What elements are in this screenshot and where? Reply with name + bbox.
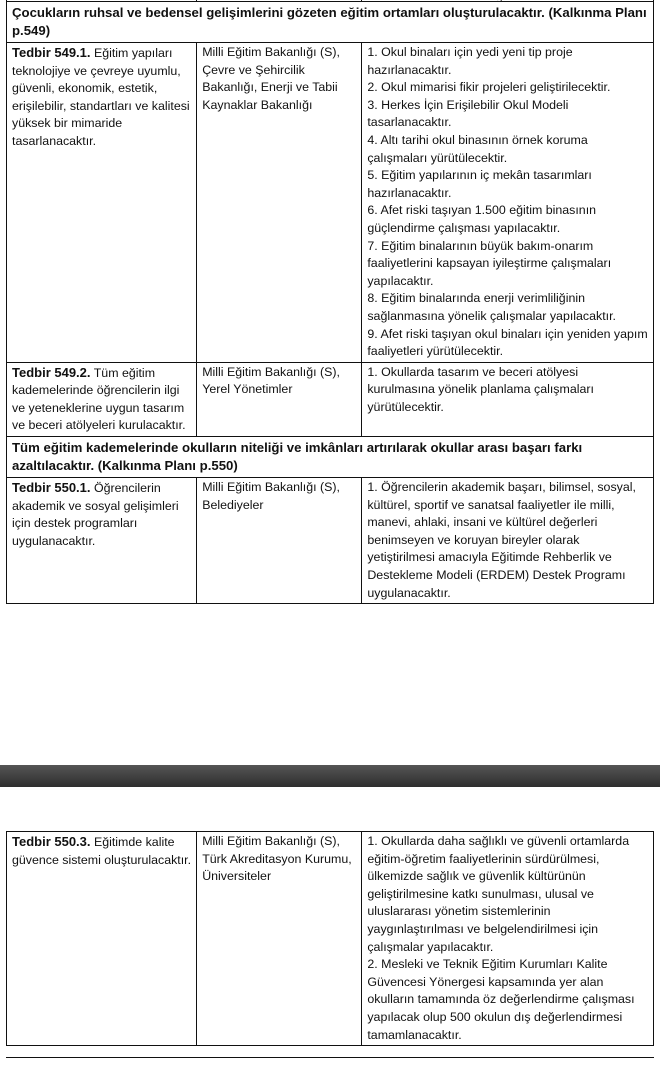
tedbir-cell: [7, 832, 197, 1046]
kurumlar-cell: Milli Eğitim Bakanlığı (S), Yerel Yönetimler: [197, 362, 362, 436]
page-separator-bar: [0, 765, 660, 787]
page-gap: [0, 735, 660, 765]
tedbir-text: Tüm eğitim kademelerinde öğrencilerin ilgi ve yeteneklerine uygun tasarım ve beceri atölyeleri kurulacaktır.: [12, 365, 186, 433]
table-row: [7, 478, 654, 604]
eylem-item: 2. Mesleki ve Teknik Eğitim Kurumları Kalite Güvencesi Yönergesi kapsamında yer alan okulların tamamında öz değerlendirme çalışması yapılacak olup 500 okulun dış değerlendirmesi tamamlanacaktır.: [367, 957, 635, 1042]
eylemler-cell: [362, 478, 654, 604]
tedbir-text: Eğitimde kalite güvence sistemi oluşturulacaktır.: [12, 835, 192, 867]
eylem-item: 7. Eğitim binalarının büyük bakım-onarım faaliyetlerini kapsayan iyileştirme çalışmaları yapılacaktır.: [367, 238, 612, 288]
tedbir-cell: [7, 478, 197, 604]
tedbir-cell: [7, 362, 197, 436]
kurumlar-cell: Milli Eğitim Bakanlığı (S), Belediyeler: [197, 478, 362, 604]
section-heading: Tüm eğitim kademelerinde okulların niteliği ve imkânları artırılarak okullar arası başarı farkı azaltılacaktır. (Kalkınma Planı p.550): [7, 437, 654, 478]
kurumlar-cell: Milli Eğitim Bakanlığı (S), Çevre ve Şehircilik Bakanlığı, Enerji ve Tabii Kaynaklar Bakanlığı: [197, 43, 362, 363]
eylem-item: 1. Okul binaları için yedi yeni tip proje hazırlanacaktır.: [367, 45, 573, 77]
section-heading-row: [7, 2, 654, 43]
tedbir-id: Tedbir 550.3.: [12, 834, 91, 849]
table-row: [7, 362, 654, 436]
tedbir-id: Tedbir 549.2.: [12, 364, 91, 380]
cut-off-next-row: [6, 1057, 654, 1068]
section-heading-row: [7, 437, 654, 478]
tedbir-id: Tedbir 549.1.: [12, 45, 91, 60]
table-row: [7, 832, 654, 1046]
eylemler-cell: [362, 832, 654, 1046]
kurumlar-cell: Milli Eğitim Bakanlığı (S), Türk Akreditasyon Kurumu, Üniversiteler: [197, 832, 362, 1046]
eylem-item: 8. Eğitim binalarında enerji verimliliğinin sağlanmasına yönelik çalışmalar yapılacaktır.: [367, 291, 616, 323]
eylem-item: 1. Okullarda tasarım ve beceri atölyesi kurulmasına yönelik planlama çalışmaları yürütülecektir.: [367, 364, 594, 414]
action-plan-table-1: [6, 0, 654, 604]
tedbir-text: Öğrencilerin akademik ve sosyal gelişimleri için destek programları uygulanacaktır.: [12, 481, 179, 548]
eylem-item: 2. Okul mimarisi fikir projeleri geliştirilecektir.: [367, 80, 611, 95]
eylem-item: 1. Okullarda daha sağlıklı ve güvenli ortamlarda eğitim-öğretim faaliyetlerinin sürdürülmesi, ülkemizde sağlık ve güvenlik kültürünün geliştirilmesine katkı sunulması, ulusal ve uluslararası yönetim sistemlerinin yaygınlaştırılması ve belgelendirilmesi için çalışmalar yapılacaktır.: [367, 834, 630, 954]
tedbir-id: Tedbir 550.1.: [12, 480, 91, 496]
eylem-item: 9. Afet riski taşıyan okul binaları için yeniden yapım faaliyetleri yürütülecektir.: [367, 326, 648, 359]
eylem-item: 5. Eğitim yapılarının iç mekân tasarımları hazırlanacaktır.: [367, 168, 592, 200]
tedbir-text: Eğitim yapıları teknolojiye ve çevreye uyumlu, güvenli, ekonomik, estetik, erişilebilir, standartları ve kalitesi yüksek bir mimaride tasarlanacaktır.: [12, 46, 190, 148]
eylem-item: 6. Afet riski taşıyan 1.500 eğitim binasının güçlendirme çalışması yapılacaktır.: [367, 203, 597, 235]
eylem-item: 3. Herkes İçin Erişilebilir Okul Modeli tasarlanacaktır.: [367, 97, 569, 130]
eylem-item: 1. Öğrencilerin akademik başarı, bilimsel, sosyal, kültürel, sportif ve sanatsal faaliyetler ile milli, manevi, ahlaki, insani ve kültürel değerleri benimseyen ve koruyan bireyler olarak yetiştirilmesi amacıyla Eğitimde Rehberlik ve Destekleme Modeli (ERDEM) Destek Programı uygulanacaktır.: [367, 480, 636, 600]
table-row: [7, 43, 654, 363]
tedbir-cell: [7, 43, 197, 363]
eylemler-cell: [362, 43, 654, 363]
action-plan-table-2: [6, 831, 654, 1046]
eylem-item: 4. Altı tarihi okul binasının örnek koruma çalışmaları yürütülecektir.: [367, 132, 588, 165]
section-heading: Çocukların ruhsal ve bedensel gelişimlerini gözeten eğitim ortamları oluşturulacaktır. (Kalkınma Planı p.549): [7, 2, 654, 43]
eylemler-cell: [362, 362, 654, 436]
